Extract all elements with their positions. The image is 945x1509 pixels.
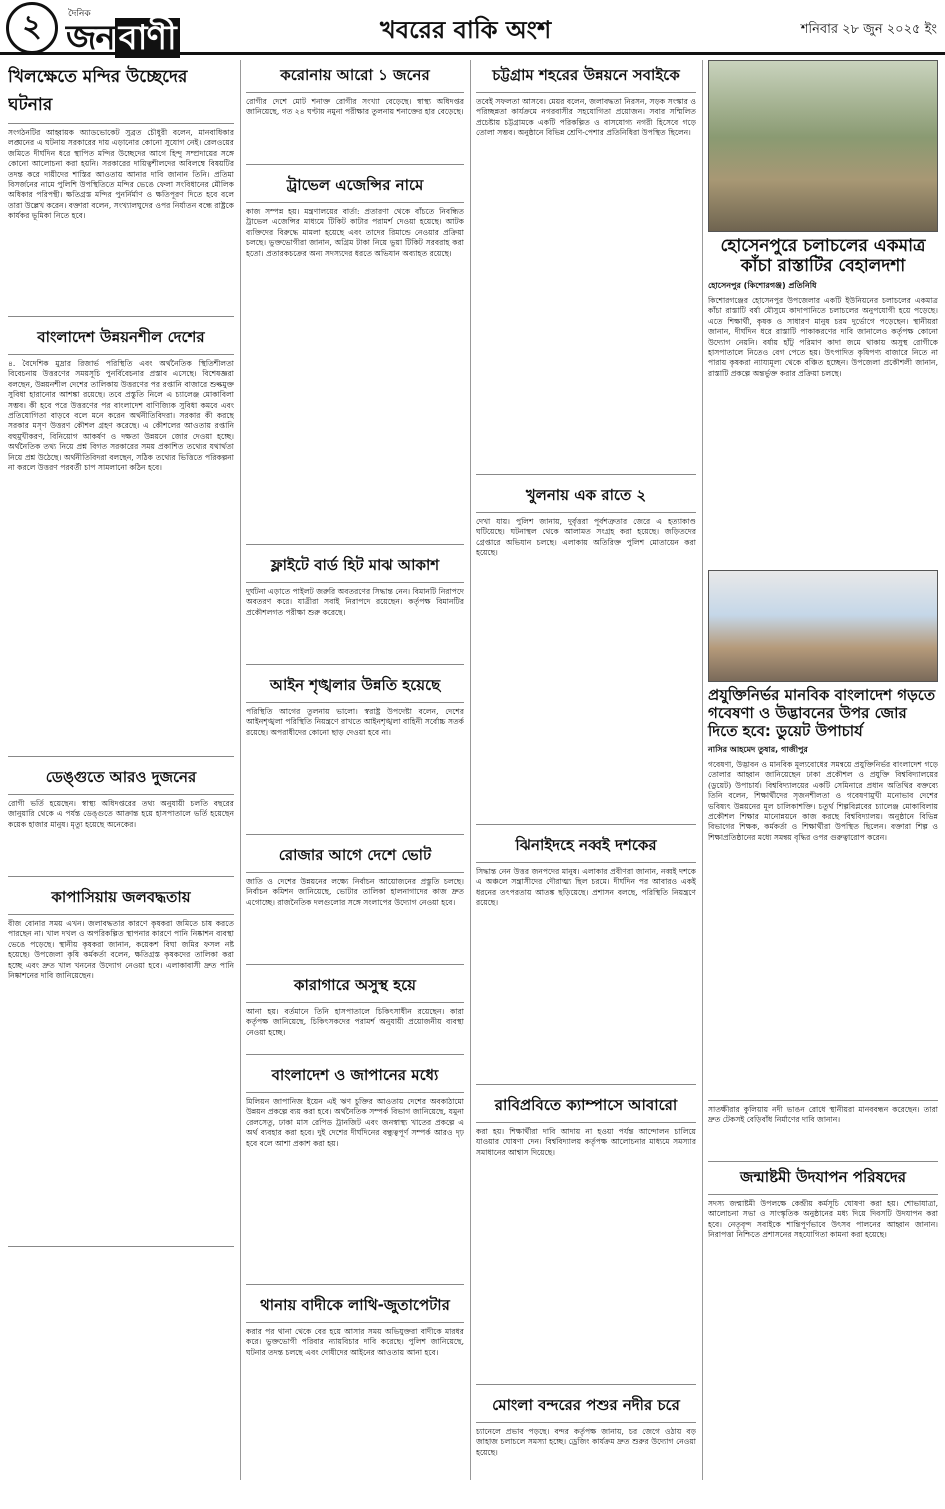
column-rule <box>470 60 471 1480</box>
story <box>476 480 696 825</box>
headline: রোজার আগে দেশে ভোট <box>246 844 464 873</box>
story-body: চ্যানেলে প্রভাব পড়ছে। বন্দর কর্তৃপক্ষ জানায়, চর জেগে ওঠায় বড় জাহাজ চলাচলে সমস্যা হচ্ছে। ড্রেজিং কার্যক্রম দ্রুত শুরুর উদ্যোগ নেওয়া হয়েছে। <box>476 1427 696 1457</box>
story-body: রোগী ভর্তি হয়েছেন। স্বাস্থ্য অধিদপ্তরের তথ্য অনুযায়ী চলতি বছরের জানুয়ারি থেকে এ পর্যন্ত ডেঙ্গুতে আক্রান্ত হয়ে হাসপাতালে ভর্তি হয়েছেন কয়েক হাজার মানুষ। মৃত্যু হয়েছে অনেকের। <box>8 799 234 829</box>
story-body: সদস্য জন্মাষ্টমী উপলক্ষে কেন্দ্রীয় কর্মসূচি ঘোষণা করা হয়। শোভাযাত্রা, আলোচনা সভা ও সাংস্কৃতিক অনুষ্ঠানের মধ্য দিয়ে দিবসটি উদযাপন করা হবে। নেতৃবৃন্দ সবাইকে শান্তিপূর্ণভাবে উৎসব পালনের আহ্বান জানান। নিরাপত্তা নিশ্চিতে প্রশাসনের সহযোগিতা কামনা করা হয়েছে। <box>708 1199 938 1240</box>
story-body: তবেই সফলতা আসবে। মেয়র বলেন, জলাবদ্ধতা নিরসন, সড়ক সংস্কার ও পরিচ্ছন্নতা কার্যক্রমে নগরবাসীর সহযোগিতা প্রয়োজন। সবার সম্মিলিত প্রচেষ্টায় চট্টগ্রামকে একটি পরিকল্পিত ও বাসযোগ্য নগরী হিসেবে গড়ে তোলা সম্ভব। অনুষ্ঠানে বিভিন্ন শ্রেণি-পেশার প্রতিনিধিরা উপস্থিত ছিলেন। <box>476 97 696 138</box>
story <box>8 322 234 757</box>
feature-headline: প্রযুক্তিনির্ভর মানবিক বাংলাদেশ গড়তে গবেষণা ও উদ্ভাবনের উপর জোর দিতে হবে: ডুয়েট উপাচার্য <box>708 686 936 740</box>
story-body: রোগীর দেশে মোট শনাক্ত রোগীর সংখ্যা বেড়েছে। স্বাস্থ্য অধিদপ্তর জানিয়েছে, গত ২৪ ঘণ্টায় নমুনা পরীক্ষার তুলনায় শনাক্তের হার বেড়েছে। <box>246 97 464 117</box>
section-title: খবরের বাকি অংশ <box>380 16 552 44</box>
headline: করোনায় আরো ১ জনের <box>246 64 464 93</box>
byline: নাসির আহমেদ তুষার, গাজীপুর <box>708 745 808 754</box>
story-body: গবেষণা, উদ্ভাবন ও মানবিক মূল্যবোধের সমন্বয়ে প্রযুক্তিনির্ভর বাংলাদেশ গড়ে তোলার আহ্বান জানিয়েছেন ঢাকা প্রকৌশল ও প্রযুক্তি বিশ্ববিদ্যালয়ের (ডুয়েট) উপাচার্য। বিশ্ববিদ্যালয়ের একটি সেমিনারে প্রধান অতিথির বক্তব্যে তিনি বলেন, শিক্ষার্থীদের সৃজনশীলতা ও গবেষণামুখী মনোভাব দেশের ভবিষ্যৎ উন্নয়নের মূল চালিকাশক্তি। চতুর্থ শিল্পবিপ্লবের চ্যালেঞ্জ মোকাবিলায় প্রকৌশল শিক্ষার মানোন্নয়নে কাজ করছে বিশ্ববিদ্যালয়। অনুষ্ঠানে বিভিন্ন বিভাগের শিক্ষক, কর্মকর্তা ও শিক্ষার্থীরা উপস্থিত ছিলেন। বক্তারা শিল্প ও শিক্ষাপ্রতিষ্ঠানের মধ্যে সমন্বয় বৃদ্ধির ওপর গুরুত্বারোপ করেন। <box>708 760 938 842</box>
column-3 <box>476 60 696 1509</box>
headline: মোংলা বন্দরের পশুর নদীর চরে <box>476 1394 696 1423</box>
headline: চট্টগ্রাম শহরের উন্নয়নে সবাইকে <box>476 64 696 93</box>
headline: খুলনায় এক রাতে ২ <box>476 484 696 513</box>
headline: ফ্লাইটে বার্ড হিট মাঝ আকাশ <box>246 554 464 583</box>
column-4 <box>708 60 938 1341</box>
headline: ঝিনাইদহে নব্বই দশকের <box>476 834 696 863</box>
story-body: বীজ বোনার সময় এখন। জলাবদ্ধতার কারণে কৃষকরা জমিতে চাষ করতে পারছেন না। খাল দখল ও অপরিকল্পিত স্থাপনার কারণে পানি নিষ্কাশন ব্যবস্থা ভেঙে পড়েছে। স্থানীয় কৃষকরা জানান, কয়েকশ বিঘা জমির ফসল নষ্ট হয়েছে। উপজেলা কৃষি কর্মকর্তা বলেন, ক্ষতিগ্রস্ত কৃষকদের তালিকা করা হচ্ছে এবং দ্রুত খাল খননের উদ্যোগ নেওয়া হবে। এলাকাবাসী দ্রুত পানি নিষ্কাশনের দাবি জানিয়েছেন। <box>8 919 234 981</box>
story-body: জাতি ও দেশের উন্নয়নের লক্ষ্যে নির্বাচন আয়োজনের প্রস্তুতি চলছে। নির্বাচন কমিশন জানিয়েছে, ভোটার তালিকা হালনাগাদের কাজ দ্রুত এগোচ্ছে। রাজনৈতিক দলগুলোর সঙ্গে সংলাপের উদ্যোগ নেওয়া হবে। <box>246 877 464 907</box>
byline: হোসেনপুর (কিশোরগঞ্জ) প্রতিনিধি <box>708 281 817 290</box>
story-body: করা হয়। শিক্ষার্থীরা দাবি আদায় না হওয়া পর্যন্ত আন্দোলন চালিয়ে যাওয়ার ঘোষণা দেন। বিশ্ববিদ্যালয় কর্তৃপক্ষ আলোচনার মাধ্যমে সমস্যার সমাধানের আশ্বাস দিয়েছে। <box>476 1127 696 1157</box>
story-body: পরিস্থিতি আগের তুলনায় ভালো। স্বরাষ্ট্র উপদেষ্টা বলেন, দেশের আইনশৃঙ্খলা পরিস্থিতি নিয়ন্ত্রণে রাখতে আইনশৃঙ্খলা বাহিনী সর্বোচ্চ সতর্ক রয়েছে। অপরাধীদের কোনো ছাড় দেওয়া হবে না। <box>246 707 464 737</box>
story <box>246 550 464 665</box>
headline: ডেঙ্গুতে আরও দুজনের <box>8 766 234 795</box>
story-body: সিদ্ধান্ত নেন উত্তর জনপদের মানুষ। এলাকার প্রবীণরা জানান, নব্বই দশকে এ অঞ্চলে সন্ত্রাসীদের দৌরাত্ম্য ছিল চরমে। দীর্ঘদিন পর আবারও একই ধরনের তৎপরতায় আতঙ্ক ছড়িয়েছে। প্রশাসন বলছে, পরিস্থিতি নিয়ন্ত্রণে রয়েছে। <box>476 867 696 908</box>
story-body: ৪. বৈদেশিক মুদ্রার রিজার্ভ পরিস্থিতি এবং অর্থনৈতিক স্থিতিশীলতা বিবেচনায় উত্তরণের সময়সূচি পুনর্বিবেচনার প্রস্তাব এসেছে। বিশেষজ্ঞরা বলছেন, উন্নয়নশীল দেশের তালিকায় উত্তরণের পর রপ্তানি বাজারে শুল্কমুক্ত সুবিধা হারানোর আশঙ্কা রয়েছে। তবে প্রস্তুতি নিলে এ চ্যালেঞ্জ মোকাবিলা সম্ভব। কী হবে পরে উত্তরণের পর বাংলাদেশ বাণিজ্যিক সুবিধা কমবে এবং প্রতিযোগিতা বাড়বে বলে মনে করেন অর্থনীতিবিদরা। সরকার কী করছে সরকার মসৃণ উত্তরণ কৌশল গ্রহণ করেছে। এ কৌশলের আওতায় রপ্তানি বহুমুখীকরণ, বিনিয়োগ আকর্ষণ ও দক্ষতা উন্নয়নে জোর দেওয়া হচ্ছে। অর্থনৈতিক তথ্য নিয়ে প্রশ্ন বিগত সরকারের সময় প্রকাশিত তথ্যের যথার্থতা নিয়ে প্রশ্ন উঠেছে। অর্থনীতিবিদরা বলছেন, সঠিক তথ্যের ভিত্তিতে পরিকল্পনা না করলে উত্তরণ পরবর্তী চাপ সামলানো কঠিন হবে। <box>8 359 234 473</box>
masthead <box>0 0 945 58</box>
headline: বাংলাদেশ ও জাপানের মধ্যে <box>246 1064 464 1093</box>
column-rule <box>240 60 241 1480</box>
story <box>246 60 464 165</box>
story-body: সাতক্ষীরার কুলিয়ায় নদী ভাঙন রোধে স্থানীয়রা মানববন্ধন করেছেন। তারা দ্রুত টেকসই বেড়িবাঁধ নির্মাণের দাবি জানান। <box>708 1105 938 1125</box>
column-1 <box>8 60 234 1252</box>
seminar-photo <box>708 570 938 682</box>
story <box>476 830 696 1085</box>
story-body: কিশোরগঞ্জের হোসেনপুর উপজেলার একটি ইউনিয়নের চলাচলের একমাত্র কাঁচা রাস্তাটি বর্ষা মৌসুমে কাদাপানিতে চলাচলের অনুপযোগী হয়ে পড়েছে। এতে শিক্ষার্থী, কৃষক ও সাধারণ মানুষ চরম দুর্ভোগে পড়েছেন। স্থানীয়রা জানান, দীর্ঘদিন ধরে রাস্তাটি পাকাকরণের দাবি জানালেও কর্তৃপক্ষ কোনো উদ্যোগ নেয়নি। বর্ষায় হাঁটু পরিমাণ কাদা জমে থাকায় অসুস্থ রোগীকে হাসপাতালে নিতেও বেগ পেতে হয়। উৎপাদিত কৃষিপণ্য বাজারে নিতে না পারায় কৃষকরা ন্যায্যমূল্য থেকে বঞ্চিত হচ্ছেন। উপজেলা প্রকৌশলী জানান, রাস্তাটি প্রকল্পে অন্তর্ভুক্ত করার প্রক্রিয়া চলছে। <box>708 296 938 378</box>
story <box>246 840 464 965</box>
story <box>8 762 234 877</box>
story <box>246 170 464 545</box>
logo-part-b: বাণী <box>115 18 180 58</box>
headline: কাপাসিয়ায় জলবদ্ধতায় <box>8 886 234 915</box>
page-number: ২ <box>6 2 58 54</box>
column-rule <box>702 60 703 1480</box>
headline: জন্মাষ্টমী উদযাপন পরিষদের <box>708 1166 938 1195</box>
headline: খিলক্ষেতে মন্দির উচ্ছেদের ঘটনার <box>8 64 234 124</box>
issue-date: শনিবার ২৮ জুন ২০২৫ ইং <box>800 22 937 37</box>
logo-prefix: দৈনিক <box>68 9 91 19</box>
headline: আইন শৃঙ্খলার উন্নতি হয়েছে <box>246 674 464 703</box>
story-body: দুর্ঘটনা এড়াতে পাইলট জরুরি অবতরণের সিদ্ধান্ত নেন। বিমানটি নিরাপদে অবতরণ করে। যাত্রীরা সবাই নিরাপদে রয়েছেন। কর্তৃপক্ষ বিমানটির প্রকৌশলগত পরীক্ষা শুরু করেছে। <box>246 587 464 617</box>
story <box>246 970 464 1055</box>
story <box>246 1290 464 1474</box>
story <box>8 882 234 1247</box>
story <box>476 60 696 475</box>
story-body-wrap <box>708 760 938 1101</box>
story-body-wrap <box>708 1105 938 1162</box>
story-body: দেখা যায়। পুলিশ জানায়, দুর্বৃত্তরা পূর্বশত্রুতার জেরে এ হত্যাকাণ্ড ঘটিয়েছে। ঘটনাস্থল থেকে আলামত সংগ্রহ করা হয়েছে। জড়িতদের গ্রেপ্তারে অভিযান চলছে। এলাকায় অতিরিক্ত পুলিশ মোতায়েন করা হয়েছে। <box>476 517 696 558</box>
story <box>708 1162 938 1336</box>
story-body: কাজ সম্পন্ন হয়। মন্ত্রণালয়ের বার্তা: প্রতারণা থেকে বাঁচতে নিবন্ধিত ট্রাভেল এজেন্সির মাধ্যমে টিকিট কাটার পরামর্শ দেওয়া হয়েছে। আটক ব্যক্তিদের বিরুদ্ধে মামলা হয়েছে এবং তাদের রিমান্ডে নেওয়ার প্রক্রিয়া চলছে। ভুক্তভোগীরা জানান, অগ্রিম টাকা নিয়ে ভুয়া টিকিট সরবরাহ করা হতো। প্রতারকচক্রের অন্য সদস্যদের ধরতে অভিযান অব্যাহত রয়েছে। <box>246 207 464 258</box>
feature-headline: হোসেনপুরে চলাচলের একমাত্র কাঁচা রাস্তাটির বেহালদশা <box>720 236 926 276</box>
headline: বাংলাদেশ উন্নয়নশীল দেশের <box>8 326 234 355</box>
story-body: সংগঠনটির আহ্বায়ক অ্যাডভোকেট সুব্রত চৌধুরী বলেন, মানবাধিকার লঙ্ঘনের এ ঘটনায় সরকারের দায় এড়ানোর কোনো সুযোগ নেই। রেলওয়ের জমিতে দীর্ঘদিন ধরে স্থাপিত মন্দির উচ্ছেদের আগে হিন্দু সম্প্রদায়ের সঙ্গে কোনো আলোচনা করা হয়নি। সরকারের দায়িত্বশীলদের অবিলম্বে বিষয়টির তদন্ত করে দায়ীদের শাস্তির আওতায় আনার দাবি জানান তিনি। প্রতিমা বিসর্জনের নামে পুলিশি উপস্থিতিতে মন্দির ভেঙে ফেলা সংবিধানের মৌলিক অধিকার পরিপন্থী। ক্ষতিগ্রস্ত মন্দির পুনর্নির্মাণ ও ক্ষতিপূরণ দিতে হবে বলে তারা উল্লেখ করেন। বক্তারা বলেন, সংখ্যালঘুদের ওপর নির্যাতন বন্ধে রাষ্ট্রকে কার্যকর ভূমিকা নিতে হবে। <box>8 128 234 221</box>
story-body: মিলিয়ন জাপানিজ ইয়েন এই ঋণ চুক্তির আওতায় দেশের অবকাঠামো উন্নয়ন প্রকল্পে ব্যয় করা হবে। অর্থনৈতিক সম্পর্ক বিভাগ জানিয়েছে, যমুনা রেলসেতু, ঢাকা মাস রেপিড ট্রানজিট এবং জনস্বাস্থ্য খাতের প্রকল্পে এ অর্থ ব্যবহার করা হবে। দুই দেশের দীর্ঘদিনের বন্ধুত্বপূর্ণ সম্পর্ক আরও দৃঢ় হবে বলে আশা প্রকাশ করা হয়। <box>246 1097 464 1148</box>
story-body: করার পর থানা থেকে বের হয়ে আসার সময় অভিযুক্তরা বাদীকে মারধর করে। ভুক্তভোগী পরিবার ন্যায়বিচার দাবি করেছে। পুলিশ জানিয়েছে, ঘটনার তদন্ত চলছে এবং দোষীদের আইনের আওতায় আনা হবে। <box>246 1327 464 1357</box>
story-body-wrap <box>708 296 938 566</box>
headline: থানায় বাদীকে লাথি-জুতাপেটার <box>246 1294 464 1323</box>
story <box>246 670 464 835</box>
story-body: আনা হয়। বর্তমানে তিনি হাসপাতালে চিকিৎসাধীন রয়েছেন। কারা কর্তৃপক্ষ জানিয়েছে, চিকিৎসকদের পরামর্শ অনুযায়ী প্রয়োজনীয় ব্যবস্থা নেওয়া হচ্ছে। <box>246 1007 464 1037</box>
road-photo <box>708 60 938 232</box>
logo-part-a: জন <box>66 18 115 58</box>
story <box>8 60 234 317</box>
story <box>246 1060 464 1285</box>
story <box>476 1390 696 1504</box>
headline: কারাগারে অসুস্থ হয়ে <box>246 974 464 1003</box>
story <box>476 1090 696 1385</box>
column-2 <box>246 60 464 1479</box>
headline: রাবিপ্রবিতে ক্যাম্পাসে আবারো <box>476 1094 696 1123</box>
headline: ট্রাভেল এজেন্সির নামে <box>246 174 464 203</box>
